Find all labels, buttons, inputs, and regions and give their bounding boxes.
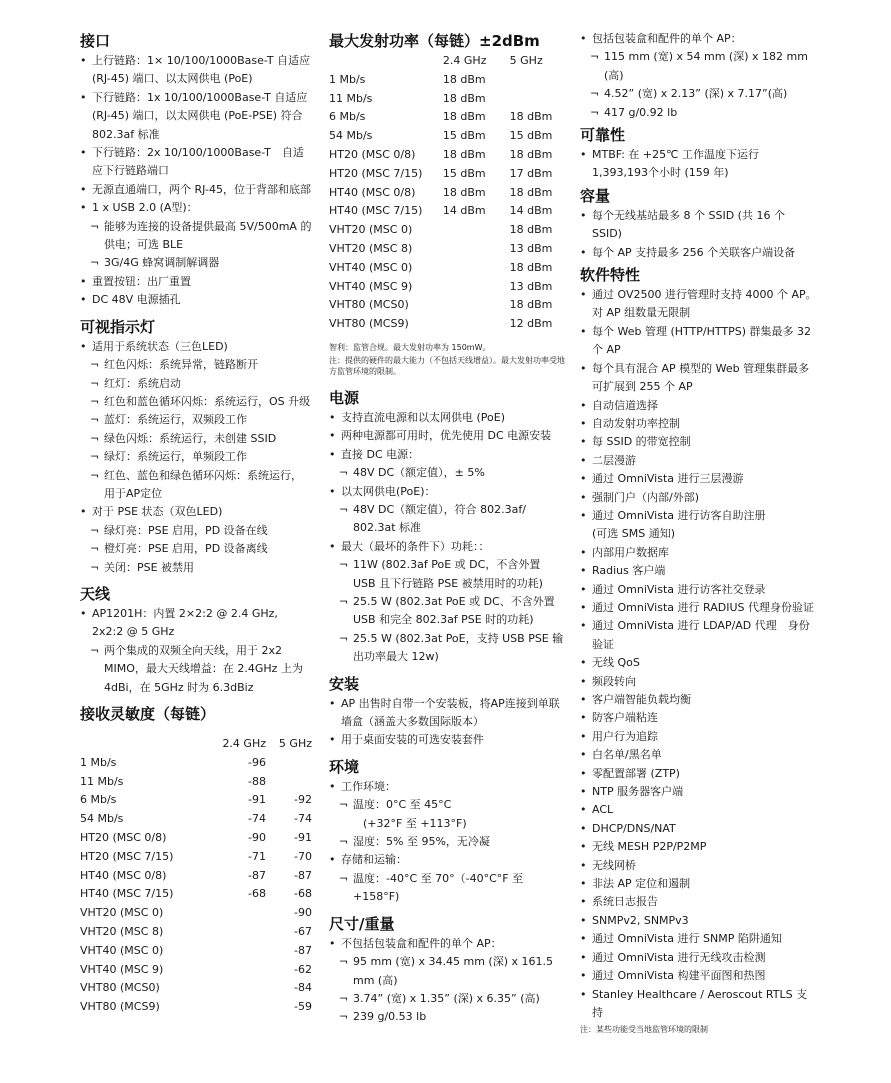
table-header-cell bbox=[329, 52, 443, 71]
table-cell: 15 dBm bbox=[442, 129, 486, 143]
interfaces-list bbox=[80, 52, 312, 310]
list-item: • 零配置部署 (ZTP) bbox=[580, 765, 818, 783]
table-cell: HT40 (MSC 0/8) bbox=[329, 185, 416, 199]
table-cell: 15 dBm bbox=[442, 166, 486, 180]
list-item: • 强制门户（内部/外部) bbox=[580, 489, 818, 507]
leds-list bbox=[80, 338, 312, 577]
software-section bbox=[580, 264, 818, 1035]
list-item: • 上行链路：1× 10/100/1000Base-T 自适应 (RJ-45) 端口、以太网供电 (PoE) bbox=[80, 52, 312, 89]
table-row bbox=[80, 791, 312, 810]
list-item: ¬ 25.5 W (802.3at PoE，支持 USB PSE 输出功率最大 12w) bbox=[329, 630, 565, 667]
table-cell bbox=[443, 315, 510, 334]
list-item: ¬ 红灯：系统启动 bbox=[80, 375, 312, 393]
list-item: • 通过 OmniVista 构建平面图和热图 bbox=[580, 967, 818, 985]
table-row bbox=[329, 184, 565, 203]
list-item: ¬ 湿度：5% 至 95%，无冷凝 bbox=[329, 833, 565, 851]
list-item: ¬ 115 mm (宽) x 54 mm (深) x 182 mm (高) bbox=[580, 48, 818, 85]
table-cell: -96 bbox=[248, 755, 266, 769]
list-item: • 通过 OmniVista 进行访客自助注册 bbox=[580, 507, 818, 525]
antenna-section bbox=[80, 583, 312, 697]
table-cell: -68 bbox=[248, 887, 266, 901]
table-cell: 18 dBm bbox=[509, 147, 553, 161]
list-item: • 每个 AP 支持最多 256 个关联客户端设备 bbox=[580, 244, 818, 262]
table-cell bbox=[510, 90, 565, 109]
list-item: • 通过 OmniVista 进行 LDAP/AD 代理 身份验证 bbox=[580, 617, 818, 654]
software-note: 注：某些功能受当地监管环境的限制 bbox=[580, 1025, 708, 1035]
table-cell: 1 Mb/s bbox=[80, 755, 117, 769]
list-item: ¬ 绿灯：系统运行，单频段工作 bbox=[80, 448, 312, 466]
table-cell: -70 bbox=[294, 849, 312, 863]
list-item: • ACL bbox=[580, 801, 818, 819]
list-item: ¬ 温度：0°C 至 45°C bbox=[329, 796, 565, 814]
list-item: • AP1201H：内置 2×2:2 @ 2.4 GHz, 2x2:2 @ 5 GHz bbox=[80, 605, 312, 642]
list-item: ¬ 95 mm (宽) x 34.45 mm (深) x 161.5 mm (高) bbox=[329, 953, 565, 990]
table-cell bbox=[510, 71, 565, 90]
list-item: • 不包括包装盒和配件的单个 AP： bbox=[329, 935, 565, 953]
sensitivity-title: 接收灵敏度（每链） bbox=[80, 705, 216, 723]
packaged-list bbox=[580, 30, 818, 122]
table-cell: -74 bbox=[248, 812, 266, 826]
table-cell: VHT40 (MSC 0) bbox=[329, 260, 413, 274]
table-row bbox=[329, 146, 565, 165]
table-row bbox=[80, 867, 312, 886]
list-item: ¬ 关闭：PSE 被禁用 bbox=[80, 559, 312, 577]
list-item: • DC 48V 电源插孔 bbox=[80, 291, 312, 309]
column-1 bbox=[80, 30, 312, 1019]
list-item: ¬ 两个集成的双频全向天线，用于 2x2 MIMO，最大天线增益：在 2.4GHz 上为 4dBi，在 5GHz 时为 6.3dBiz bbox=[80, 642, 312, 697]
txpower-title: 最大发射功率（每链）±2dBm bbox=[329, 32, 540, 50]
table-cell: VHT20 (MSC 0) bbox=[329, 223, 413, 237]
list-item: ¬ 239 g/0.53 lb bbox=[329, 1008, 565, 1026]
list-item: ¬ 3G/4G 蜂窝调制解调器 bbox=[80, 254, 312, 272]
software-title: 软件特性 bbox=[580, 266, 641, 285]
list-item: ¬ 4.52” (宽) x 2.13” (深) x 7.17”(高) bbox=[580, 85, 818, 103]
table-row bbox=[80, 961, 312, 980]
table-header-cell: 5 GHz bbox=[278, 737, 312, 750]
table-cell: HT20 (MSC 7/15) bbox=[80, 849, 174, 863]
list-item: • 以太网供电(PoE)： bbox=[329, 483, 565, 501]
table-row bbox=[80, 848, 312, 867]
list-item: • 直接 DC 电源： bbox=[329, 446, 565, 464]
table-cell bbox=[443, 221, 510, 240]
list-item: • 通过 OmniVista 进行 RADIUS 代理身份验证 bbox=[580, 599, 818, 617]
list-item: ¬ 11W (802.3af PoE 或 DC，不含外置 USB 且下行链路 PSE 被禁用时的功耗) bbox=[329, 556, 565, 593]
table-cell: -59 bbox=[294, 1000, 312, 1014]
dimensions-title: 尺寸/重量 bbox=[329, 914, 395, 933]
table-row bbox=[80, 810, 312, 829]
power-list bbox=[329, 409, 565, 667]
table-cell: 13 dBm bbox=[509, 279, 553, 293]
antenna-title: 天线 bbox=[80, 584, 111, 603]
list-item: ¬ 417 g/0.92 lb bbox=[580, 104, 818, 122]
table-cell bbox=[443, 259, 510, 278]
list-item: • 最大（最坏的条件下）功耗：： bbox=[329, 538, 565, 556]
list-item: • 下行链路：1x 10/100/1000Base-T 自适应 (RJ-45) 端口，以太网供电 (PoE-PSE) 符合 802.3af 标准 bbox=[80, 89, 312, 144]
list-item: • 无源直通端口，两个 RJ-45，位于背部和底部 bbox=[80, 181, 312, 199]
table-row bbox=[80, 829, 312, 848]
list-item: ¬ 3.74” (宽) x 1.35” (深) x 6.35” (高) bbox=[329, 990, 565, 1008]
list-item: (+32°F 至 +113°F) bbox=[363, 816, 467, 830]
sensitivity-table bbox=[80, 735, 312, 1017]
antenna-list bbox=[80, 605, 312, 697]
list-item: • 防客户端粘连 bbox=[580, 709, 818, 727]
packaged-section bbox=[580, 30, 818, 122]
table-cell: 18 dBm bbox=[509, 298, 553, 312]
list-item: • Radius 客户端 bbox=[580, 562, 818, 580]
table-cell: 18 dBm bbox=[509, 223, 553, 237]
list-item: ¬ 红色、蓝色和绿色循环闪烁：系统运行，用于AP定位 bbox=[80, 467, 312, 504]
list-item: • DHCP/DNS/NAT bbox=[580, 820, 818, 838]
table-cell bbox=[266, 754, 312, 773]
capacity-list bbox=[580, 207, 818, 262]
table-header-cell: 2.4 GHz bbox=[222, 737, 266, 750]
list-item: • Stanley Healthcare / Aeroscout RTLS 支持 bbox=[580, 986, 818, 1023]
list-item: ¬ 红色和蓝色循环闪烁：系统运行，OS 升级 bbox=[80, 393, 312, 411]
list-item: • 每个 Web 管理 (HTTP/HTTPS) 群集最多 32 个 AP bbox=[580, 323, 818, 360]
list-item: • 用户行为追踪 bbox=[580, 728, 818, 746]
list-item: • 白名单/黑名单 bbox=[580, 746, 818, 764]
mounting-section bbox=[329, 673, 565, 750]
list-item: • 包括包装盒和配件的单个 AP： bbox=[580, 30, 818, 48]
table-cell: 18 dBm bbox=[509, 185, 553, 199]
leds-section bbox=[80, 316, 312, 577]
txpower-note-hardware: 注：提供的硬件的最大能力（不包括天线增益）。最大发射功率受地方监管环境的限制。 bbox=[329, 355, 565, 376]
table-cell: VHT40 (MSC 9) bbox=[329, 279, 413, 293]
table-cell: 17 dBm bbox=[509, 166, 553, 180]
list-item: • 适用于系统状态（三色LED) bbox=[80, 338, 312, 356]
txpower-note-chile: 智利：监管合规。最大发射功率为 150mW。 bbox=[329, 342, 491, 352]
list-item: • 通过 OmniVista 进行 SNMP 陷阱通知 bbox=[580, 930, 818, 948]
table-row bbox=[80, 754, 312, 773]
table-cell: -90 bbox=[294, 906, 312, 920]
table-cell: 6 Mb/s bbox=[329, 110, 366, 124]
table-row bbox=[80, 773, 312, 792]
table-cell: -90 bbox=[248, 830, 266, 844]
txpower-table bbox=[329, 52, 565, 334]
list-item: • 重置按钮：出厂重置 bbox=[80, 273, 312, 291]
table-row bbox=[329, 296, 565, 315]
table-row bbox=[329, 90, 565, 109]
table-row bbox=[80, 904, 312, 923]
reliability-title: 可靠性 bbox=[580, 126, 626, 145]
table-header-cell: 5 GHz bbox=[509, 54, 543, 67]
environment-section bbox=[329, 756, 565, 907]
sensitivity-section bbox=[80, 703, 312, 1017]
mounting-title: 安装 bbox=[329, 674, 360, 693]
mounting-list bbox=[329, 695, 565, 750]
list-item: • 用于桌面安装的可选安装套件 bbox=[329, 731, 565, 749]
list-item: ¬ 温度：-40°C 至 70°（-40°C°F 至 +158°F) bbox=[329, 870, 565, 907]
column-2 bbox=[329, 30, 565, 1029]
table-cell: VHT40 (MSC 0) bbox=[80, 943, 164, 957]
table-header-row bbox=[329, 52, 565, 71]
list-item: • 支持直流电源和以太网供电 (PoE) bbox=[329, 409, 565, 427]
table-cell: VHT40 (MSC 9) bbox=[80, 962, 164, 976]
table-row bbox=[80, 998, 312, 1017]
table-header-cell: 2.4 GHz bbox=[442, 54, 487, 67]
list-item: • 无线 QoS bbox=[580, 654, 818, 672]
table-row bbox=[80, 942, 312, 961]
table-cell: -87 bbox=[248, 868, 266, 882]
table-cell: 18 dBm bbox=[442, 110, 486, 124]
table-cell: -87 bbox=[294, 868, 312, 882]
capacity-title: 容量 bbox=[580, 186, 611, 205]
table-cell: 1 Mb/s bbox=[329, 72, 366, 86]
table-cell: HT20 (MSC 0/8) bbox=[329, 147, 416, 161]
table-cell: -62 bbox=[294, 962, 312, 976]
table-cell: 11 Mb/s bbox=[329, 91, 373, 105]
table-row bbox=[329, 108, 565, 127]
table-row bbox=[329, 278, 565, 297]
table-cell bbox=[443, 240, 510, 259]
table-cell: -91 bbox=[294, 830, 312, 844]
table-cell: -87 bbox=[294, 943, 312, 957]
list-item: • MTBF: 在 +25℃ 工作温度下运行 1,393,193个小时 (159 年) bbox=[580, 146, 818, 183]
table-cell: 54 Mb/s bbox=[80, 812, 124, 826]
list-item: • 自动信道选择 bbox=[580, 397, 818, 415]
table-cell: VHT20 (MSC 8) bbox=[329, 241, 413, 255]
table-cell: -74 bbox=[294, 812, 312, 826]
interfaces-title: 接口 bbox=[80, 32, 111, 50]
list-item: • SNMPv2, SNMPv3 bbox=[580, 912, 818, 930]
list-item: ¬ 能够为连接的设备提供最高 5V/500mA 的供电；可选 BLE bbox=[80, 218, 312, 255]
table-cell: VHT20 (MSC 0) bbox=[80, 906, 164, 920]
list-item: • 每 SSID 的带宽控制 bbox=[580, 433, 818, 451]
table-cell: 13 dBm bbox=[509, 241, 553, 255]
table-cell: VHT80 (MCS0) bbox=[329, 298, 409, 312]
list-item: • 自动发射功率控制 bbox=[580, 415, 818, 433]
table-cell: -91 bbox=[248, 793, 266, 807]
column-3 bbox=[580, 30, 818, 1037]
list-item: ¬ 25.5 W (802.3at PoE 或 DC、不含外置 USB 和完全 802.3af PSE 时的功耗) bbox=[329, 593, 565, 630]
table-cell: 18 dBm bbox=[442, 72, 486, 86]
table-cell: -71 bbox=[248, 849, 266, 863]
list-item: ¬ 48V DC（额定值），± 5% bbox=[329, 464, 565, 482]
dimensions-section bbox=[329, 913, 565, 1027]
list-item: • 频段转向 bbox=[580, 673, 818, 691]
table-cell: 18 dBm bbox=[442, 91, 486, 105]
table-cell bbox=[196, 904, 266, 923]
list-item: • 对于 PSE 状态（双色LED) bbox=[80, 503, 312, 521]
table-cell bbox=[266, 773, 312, 792]
table-row bbox=[80, 885, 312, 904]
list-item: • 两种电源都可用时，优先使用 DC 电源安装 bbox=[329, 427, 565, 445]
table-cell: 14 dBm bbox=[442, 204, 486, 218]
table-cell: -84 bbox=[294, 981, 312, 995]
txpower-section bbox=[329, 30, 565, 377]
table-cell bbox=[443, 278, 510, 297]
list-item: • 二层漫游 bbox=[580, 452, 818, 470]
table-cell bbox=[196, 923, 266, 942]
list-item: • 客户端智能负载均衡 bbox=[580, 691, 818, 709]
table-row bbox=[329, 221, 565, 240]
power-section bbox=[329, 387, 565, 667]
table-cell: VHT80 (MCS0) bbox=[80, 981, 160, 995]
table-row bbox=[329, 240, 565, 259]
table-cell: VHT80 (MCS9) bbox=[329, 317, 409, 331]
environment-list bbox=[329, 778, 565, 907]
table-cell bbox=[196, 961, 266, 980]
list-item: ¬ 橙灯亮：PSE 启用，PD 设备离线 bbox=[80, 540, 312, 558]
table-cell: -67 bbox=[294, 924, 312, 938]
list-item: ¬ 蓝灯：系统运行，双频段工作 bbox=[80, 411, 312, 429]
table-cell bbox=[196, 998, 266, 1017]
table-cell: VHT80 (MCS9) bbox=[80, 1000, 160, 1014]
list-item: • 通过 OmniVista 进行无线攻击检测 bbox=[580, 949, 818, 967]
table-row bbox=[329, 315, 565, 334]
table-cell: -92 bbox=[294, 793, 312, 807]
list-item: • 1 x USB 2.0 (A型)： bbox=[80, 199, 312, 217]
table-cell: 6 Mb/s bbox=[80, 793, 117, 807]
table-cell: HT40 (MSC 7/15) bbox=[329, 204, 423, 218]
list-item: • NTP 服务器客户端 bbox=[580, 783, 818, 801]
list-item: • 通过 OV2500 进行管理时支持 4000 个 AP。对 AP 组数量无限制 bbox=[580, 286, 818, 323]
table-cell: 11 Mb/s bbox=[80, 774, 124, 788]
list-item: • 非法 AP 定位和遏制 bbox=[580, 875, 818, 893]
table-row bbox=[329, 165, 565, 184]
list-item: • 下行链路：2x 10/100/1000Base-T 自适应下行链路端口 bbox=[80, 144, 312, 181]
table-row bbox=[80, 923, 312, 942]
list-item: • AP 出售时自带一个安装板，将AP连接到单联墙盒（涵盖大多数国际版本） bbox=[329, 695, 565, 732]
table-cell: 18 dBm bbox=[442, 185, 486, 199]
list-item: • 内部用户数据库 bbox=[580, 544, 818, 562]
leds-title: 可视指示灯 bbox=[80, 317, 156, 336]
table-cell: 18 dBm bbox=[509, 110, 553, 124]
list-item: • 存储和运输： bbox=[329, 851, 565, 869]
list-item: (可选 SMS 通知) bbox=[592, 527, 676, 541]
table-cell: HT40 (MSC 0/8) bbox=[80, 868, 167, 882]
list-item: • 系统日志报告 bbox=[580, 893, 818, 911]
table-row bbox=[329, 127, 565, 146]
list-item: • 通过 OmniVista 进行访客社交登录 bbox=[580, 581, 818, 599]
table-cell: VHT20 (MSC 8) bbox=[80, 924, 164, 938]
list-item: • 无线 MESH P2P/P2MP bbox=[580, 838, 818, 856]
power-title: 电源 bbox=[329, 388, 360, 407]
reliability-list bbox=[580, 146, 818, 183]
list-item: ¬ 绿灯亮：PSE 启用，PD 设备在线 bbox=[80, 522, 312, 540]
table-row bbox=[329, 71, 565, 90]
reliability-section bbox=[580, 124, 818, 183]
list-item: • 通过 OmniVista 进行三层漫游 bbox=[580, 470, 818, 488]
interfaces-section bbox=[80, 30, 312, 310]
table-cell: -68 bbox=[294, 887, 312, 901]
table-header-cell bbox=[80, 735, 196, 754]
software-list bbox=[580, 286, 818, 1022]
table-cell: 54 Mb/s bbox=[329, 129, 373, 143]
list-item: • 工作环境： bbox=[329, 778, 565, 796]
list-item: ¬ 红色闪烁：系统异常，链路断开 bbox=[80, 356, 312, 374]
capacity-section bbox=[580, 185, 818, 262]
table-cell: -88 bbox=[248, 774, 266, 788]
table-cell: HT20 (MSC 0/8) bbox=[80, 830, 167, 844]
table-cell: 14 dBm bbox=[509, 204, 553, 218]
table-cell: HT40 (MSC 7/15) bbox=[80, 887, 174, 901]
table-cell: 12 dBm bbox=[509, 317, 553, 331]
table-row bbox=[329, 202, 565, 221]
list-item: ¬ 绿色闪烁：系统运行，未创建 SSID bbox=[80, 430, 312, 448]
table-header-row bbox=[80, 735, 312, 754]
table-cell: 18 dBm bbox=[442, 147, 486, 161]
dimensions-list bbox=[329, 935, 565, 1027]
table-cell bbox=[443, 296, 510, 315]
table-row bbox=[329, 259, 565, 278]
table-cell bbox=[196, 942, 266, 961]
environment-title: 环境 bbox=[329, 757, 360, 776]
table-cell: HT20 (MSC 7/15) bbox=[329, 166, 423, 180]
table-cell bbox=[196, 979, 266, 998]
list-item: ¬ 48V DC（额定值），符合 802.3af/ 802.3at 标准 bbox=[329, 501, 565, 538]
table-cell: 18 dBm bbox=[509, 260, 553, 274]
table-cell: 15 dBm bbox=[509, 129, 553, 143]
list-item: • 每个具有混合 AP 模型的 Web 管理集群最多可扩展到 255 个 AP bbox=[580, 360, 818, 397]
table-row bbox=[80, 979, 312, 998]
list-item: • 无线网桥 bbox=[580, 857, 818, 875]
list-item: • 每个无线基站最多 8 个 SSID (共 16 个 SSID) bbox=[580, 207, 818, 244]
